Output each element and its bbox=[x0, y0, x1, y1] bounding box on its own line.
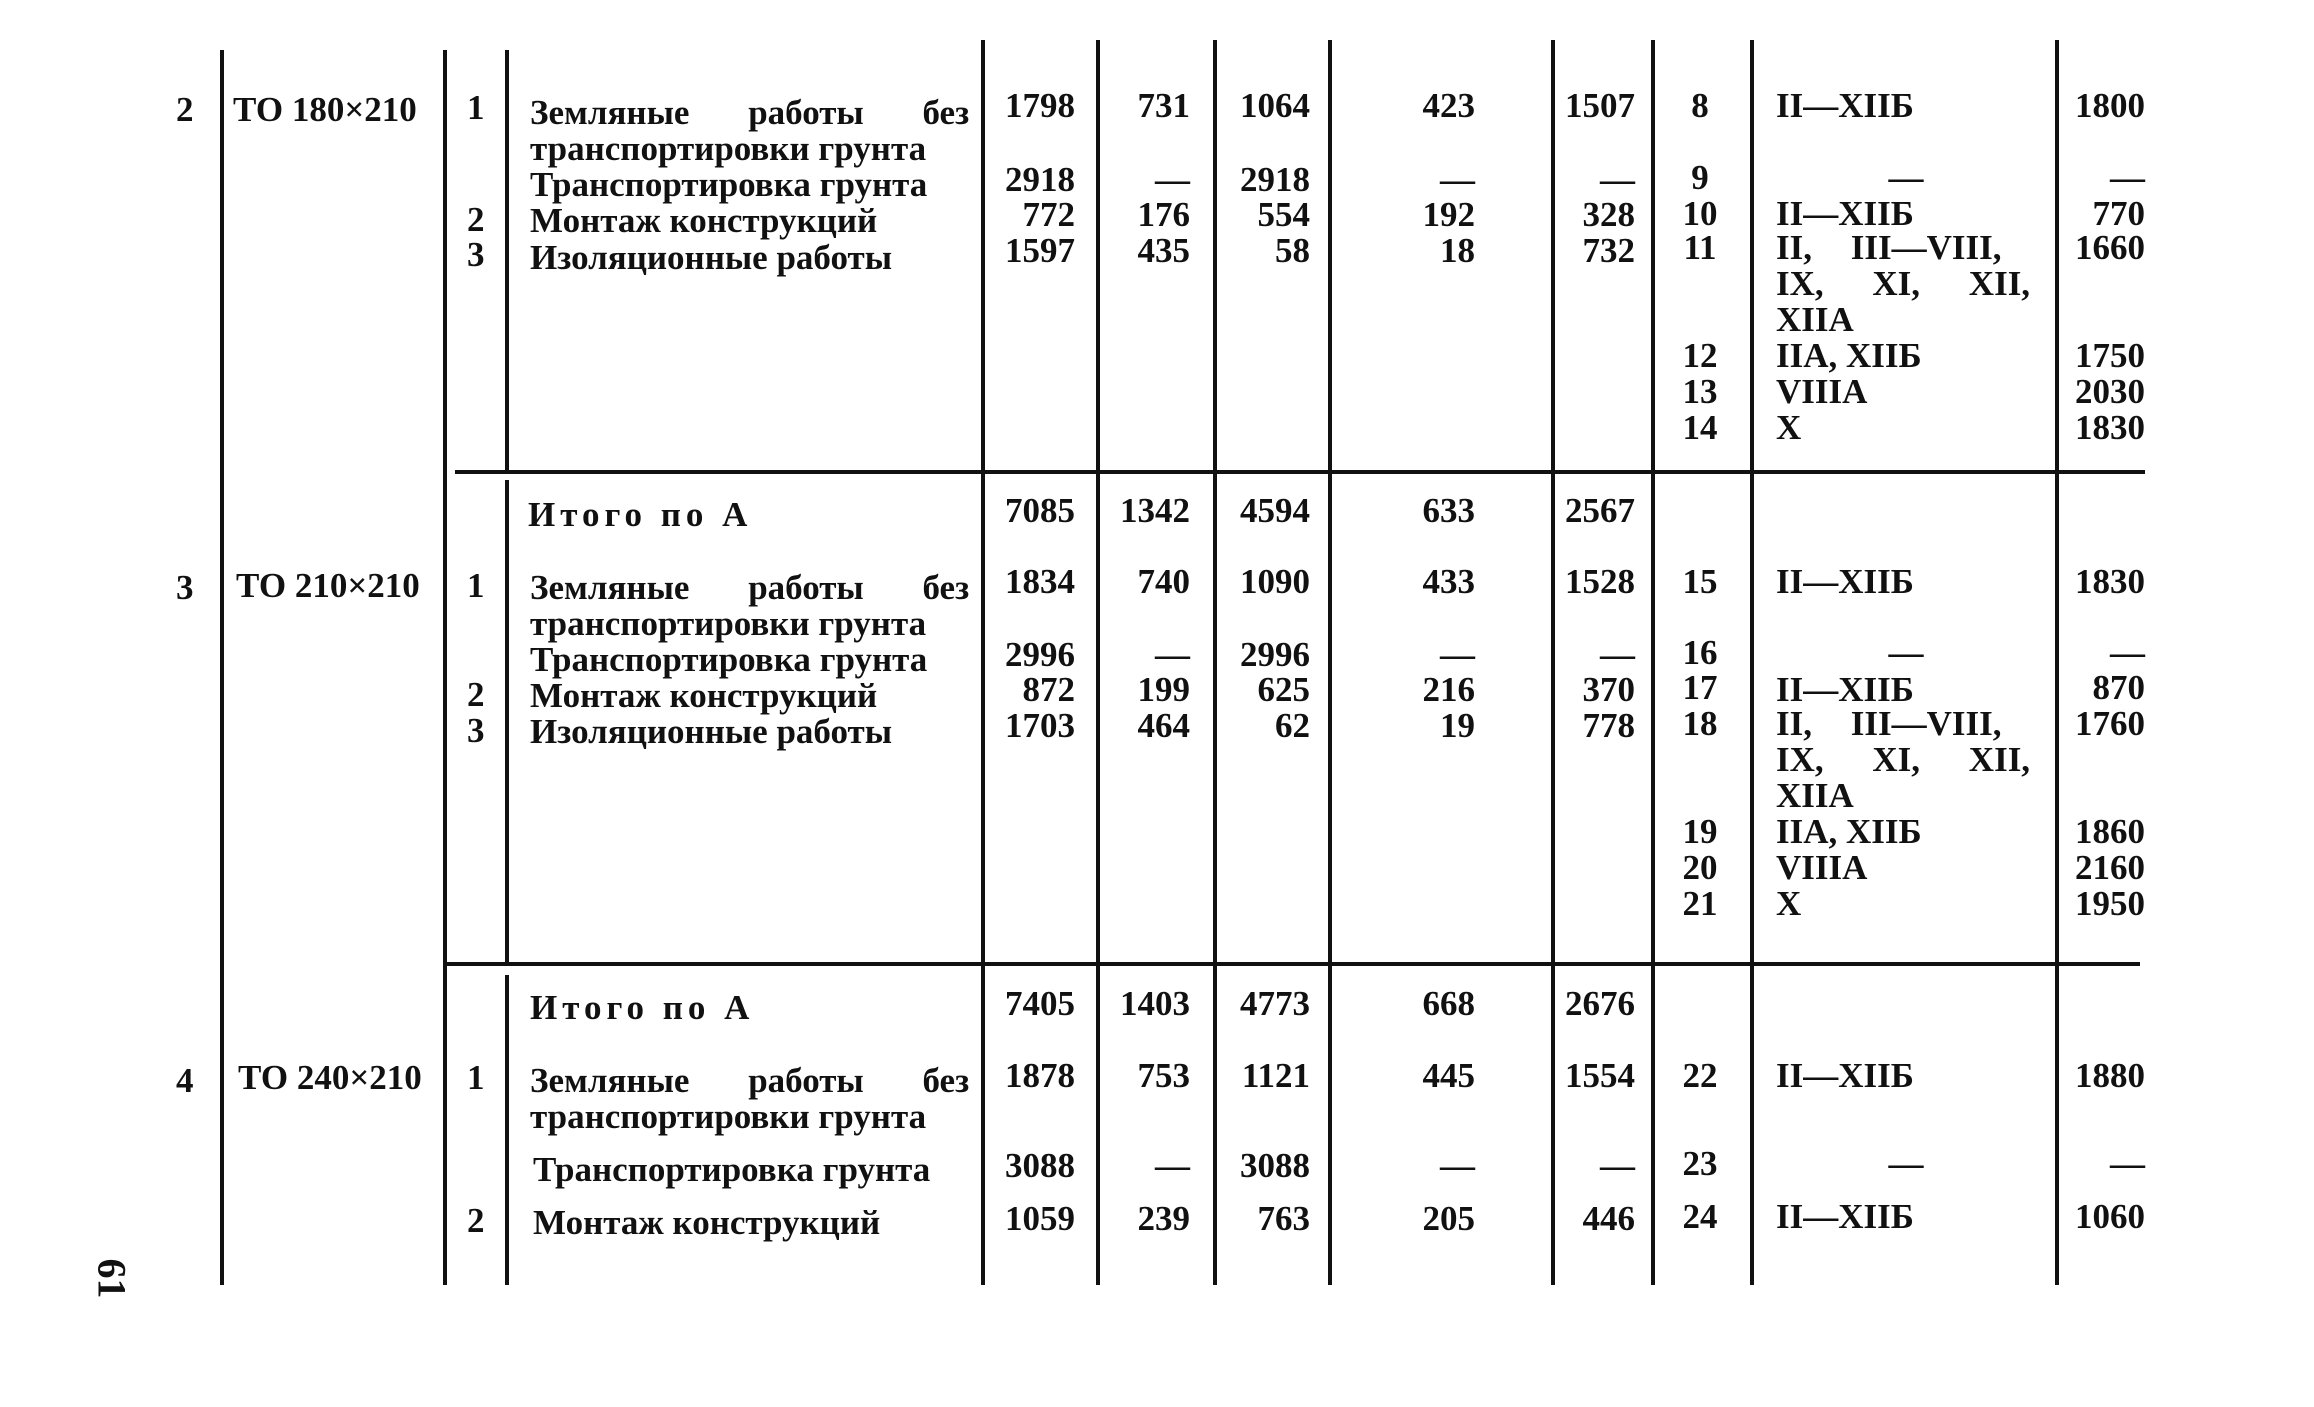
climate-zones: VIIIA bbox=[1776, 372, 1868, 411]
climate-zones: IX, XI, XII, bbox=[1776, 740, 2031, 779]
climate-zones: X bbox=[1776, 884, 1802, 923]
total-value: 7405 bbox=[1005, 984, 1075, 1023]
climate-zones: II—XIIБ bbox=[1776, 562, 1914, 601]
value-col2: — bbox=[1155, 635, 1190, 674]
page-number: 61 bbox=[89, 1258, 135, 1299]
col-divider bbox=[505, 975, 509, 1285]
value-col2: 464 bbox=[1137, 706, 1190, 745]
value-col3: 763 bbox=[1257, 1199, 1310, 1238]
total-value: 7085 bbox=[1005, 491, 1075, 530]
region-value: — bbox=[2110, 158, 2145, 197]
value-total: 2996 bbox=[1005, 635, 1075, 674]
total-value: 4594 bbox=[1240, 491, 1310, 530]
region-number: 20 bbox=[1682, 848, 1718, 887]
item-number: 2 bbox=[467, 200, 485, 239]
climate-zones: XIIA bbox=[1776, 776, 1854, 815]
value-total: 3088 bbox=[1005, 1146, 1075, 1185]
object-type: ТО 180×210 bbox=[233, 90, 417, 129]
value-col3: 1090 bbox=[1240, 562, 1310, 601]
value-col4: 423 bbox=[1422, 86, 1475, 125]
region-number: 18 bbox=[1682, 704, 1718, 743]
climate-zones: IX, XI, XII, bbox=[1776, 264, 2031, 303]
value-col3: 62 bbox=[1275, 706, 1310, 745]
region-value: 1830 bbox=[2075, 408, 2145, 447]
object-type: ТО 210×210 bbox=[236, 566, 420, 605]
value-col2: — bbox=[1155, 1146, 1190, 1185]
climate-zones: II—XIIБ bbox=[1776, 1056, 1914, 1095]
col-divider bbox=[505, 50, 509, 470]
region-value: 2160 bbox=[2075, 848, 2145, 887]
region-value: 1750 bbox=[2075, 336, 2145, 375]
region-number: 10 bbox=[1682, 194, 1718, 233]
value-total: 1798 bbox=[1005, 86, 1075, 125]
region-value: 870 bbox=[2092, 668, 2145, 707]
value-col5: 778 bbox=[1582, 706, 1635, 745]
value-col4: 433 bbox=[1422, 562, 1475, 601]
region-number: 9 bbox=[1691, 158, 1709, 197]
value-col4: 192 bbox=[1422, 195, 1475, 234]
value-col2: 753 bbox=[1137, 1056, 1190, 1095]
value-col3: 1064 bbox=[1240, 86, 1310, 125]
value-col5: 1554 bbox=[1565, 1056, 1635, 1095]
total-value: 1403 bbox=[1120, 984, 1190, 1023]
work-name: Земляные работы без bbox=[530, 93, 970, 132]
work-name: Монтаж конструкций bbox=[533, 1203, 881, 1242]
col-divider bbox=[1750, 40, 1754, 1285]
climate-zones: II, III—VIII, bbox=[1776, 228, 2002, 267]
region-number: 12 bbox=[1682, 336, 1718, 375]
region-value: 1860 bbox=[2075, 812, 2145, 851]
work-name: Транспортировка грунта bbox=[530, 640, 928, 679]
value-col2: 435 bbox=[1137, 231, 1190, 270]
work-name: Транспортировка грунта bbox=[533, 1150, 931, 1189]
value-col3: 3088 bbox=[1240, 1146, 1310, 1185]
value-total: 1878 bbox=[1005, 1056, 1075, 1095]
value-col5: — bbox=[1600, 635, 1635, 674]
region-number: 24 bbox=[1682, 1197, 1718, 1236]
region-value: 1950 bbox=[2075, 884, 2145, 923]
region-value: 1660 bbox=[2075, 228, 2145, 267]
value-total: 1597 bbox=[1005, 231, 1075, 270]
total-rule bbox=[445, 962, 2140, 966]
region-number: 15 bbox=[1682, 562, 1718, 601]
total-rule bbox=[455, 470, 2145, 474]
work-name: Изоляционные работы bbox=[530, 712, 893, 751]
value-col2: 740 bbox=[1137, 562, 1190, 601]
climate-zones: II—XIIБ bbox=[1776, 194, 1914, 233]
region-number: 22 bbox=[1682, 1056, 1718, 1095]
total-value: 2567 bbox=[1565, 491, 1635, 530]
climate-zones: II, III—VIII, bbox=[1776, 704, 2002, 743]
total-value: 4773 bbox=[1240, 984, 1310, 1023]
value-col5: 732 bbox=[1582, 231, 1635, 270]
value-col2: — bbox=[1155, 160, 1190, 199]
region-value: 1880 bbox=[2075, 1056, 2145, 1095]
value-col5: 446 bbox=[1582, 1199, 1635, 1238]
item-number: 1 bbox=[467, 566, 485, 605]
col-divider bbox=[443, 50, 447, 1285]
total-label: Итого по А bbox=[530, 988, 755, 1027]
value-col4: 445 bbox=[1422, 1056, 1475, 1095]
group-number: 4 bbox=[176, 1061, 194, 1100]
value-col4: — bbox=[1440, 160, 1475, 199]
total-value: 633 bbox=[1422, 491, 1475, 530]
climate-zones: IIA, XIIБ bbox=[1776, 336, 1922, 375]
climate-zones: — bbox=[1888, 158, 1924, 197]
region-value: — bbox=[2110, 633, 2145, 672]
item-number: 3 bbox=[467, 711, 485, 750]
region-number: 8 bbox=[1691, 86, 1709, 125]
total-label: Итого по А bbox=[528, 495, 753, 534]
value-col4: 19 bbox=[1440, 706, 1475, 745]
value-col3: 554 bbox=[1257, 195, 1310, 234]
group-number: 3 bbox=[176, 568, 194, 607]
region-number: 11 bbox=[1683, 228, 1717, 267]
value-col2: 199 bbox=[1137, 670, 1190, 709]
value-col5: 328 bbox=[1582, 195, 1635, 234]
value-col3: 2918 bbox=[1240, 160, 1310, 199]
climate-zones: VIIIA bbox=[1776, 848, 1868, 887]
climate-zones: IIA, XIIБ bbox=[1776, 812, 1922, 851]
item-number: 2 bbox=[467, 675, 485, 714]
group-number: 2 bbox=[176, 90, 194, 129]
object-type: ТО 240×210 bbox=[238, 1058, 422, 1097]
value-col4: 18 bbox=[1440, 231, 1475, 270]
total-value: 1342 bbox=[1120, 491, 1190, 530]
value-col4: 216 bbox=[1422, 670, 1475, 709]
col-divider bbox=[220, 50, 224, 1285]
value-col2: 731 bbox=[1137, 86, 1190, 125]
region-number: 23 bbox=[1682, 1144, 1718, 1183]
total-value: 668 bbox=[1422, 984, 1475, 1023]
region-number: 14 bbox=[1682, 408, 1718, 447]
region-value: 1760 bbox=[2075, 704, 2145, 743]
value-col2: 176 bbox=[1137, 195, 1190, 234]
region-value: 770 bbox=[2092, 194, 2145, 233]
climate-zones: II—XIIБ bbox=[1776, 670, 1914, 709]
value-total: 1834 bbox=[1005, 562, 1075, 601]
region-number: 16 bbox=[1682, 633, 1718, 672]
value-col5: — bbox=[1600, 160, 1635, 199]
value-col5: 1528 bbox=[1565, 562, 1635, 601]
region-value: 1060 bbox=[2075, 1197, 2145, 1236]
value-col5: 1507 bbox=[1565, 86, 1635, 125]
region-value: 1830 bbox=[2075, 562, 2145, 601]
item-number: 1 bbox=[467, 88, 485, 127]
work-name-continuation: транспортировки грунта bbox=[530, 129, 927, 168]
region-number: 17 bbox=[1682, 668, 1718, 707]
work-name: Монтаж конструкций bbox=[530, 676, 878, 715]
value-col3: 625 bbox=[1257, 670, 1310, 709]
value-col3: 2996 bbox=[1240, 635, 1310, 674]
value-col3: 1121 bbox=[1241, 1056, 1310, 1095]
climate-zones: XIIA bbox=[1776, 300, 1854, 339]
total-value: 2676 bbox=[1565, 984, 1635, 1023]
value-col2: 239 bbox=[1137, 1199, 1190, 1238]
region-number: 21 bbox=[1682, 884, 1718, 923]
work-name: Изоляционные работы bbox=[530, 238, 893, 277]
work-name: Монтаж конструкций bbox=[530, 201, 878, 240]
value-col4: — bbox=[1440, 635, 1475, 674]
value-total: 2918 bbox=[1005, 160, 1075, 199]
value-total: 1703 bbox=[1005, 706, 1075, 745]
col-divider bbox=[505, 480, 509, 965]
work-name: Земляные работы без bbox=[530, 568, 970, 607]
work-name-continuation: транспортировки грунта bbox=[530, 1097, 927, 1136]
value-total: 772 bbox=[1022, 195, 1075, 234]
value-col3: 58 bbox=[1275, 231, 1310, 270]
value-col4: — bbox=[1440, 1146, 1475, 1185]
climate-zones: — bbox=[1888, 1144, 1924, 1183]
work-name: Транспортировка грунта bbox=[530, 165, 928, 204]
region-value: 1800 bbox=[2075, 86, 2145, 125]
climate-zones: II—XIIБ bbox=[1776, 86, 1914, 125]
value-total: 872 bbox=[1022, 670, 1075, 709]
region-value: — bbox=[2110, 1144, 2145, 1183]
value-col5: 370 bbox=[1582, 670, 1635, 709]
value-col5: — bbox=[1600, 1146, 1635, 1185]
region-value: 2030 bbox=[2075, 372, 2145, 411]
climate-zones: II—XIIБ bbox=[1776, 1197, 1914, 1236]
region-number: 13 bbox=[1682, 372, 1718, 411]
climate-zones: — bbox=[1888, 633, 1924, 672]
work-name-continuation: транспортировки грунта bbox=[530, 604, 927, 643]
item-number: 1 bbox=[467, 1058, 485, 1097]
item-number: 3 bbox=[467, 235, 485, 274]
work-name: Земляные работы без bbox=[530, 1061, 970, 1100]
region-number: 19 bbox=[1682, 812, 1718, 851]
col-divider bbox=[1651, 40, 1655, 1285]
climate-zones: X bbox=[1776, 408, 1802, 447]
col-divider bbox=[2055, 40, 2059, 1285]
value-total: 1059 bbox=[1005, 1199, 1075, 1238]
value-col4: 205 bbox=[1422, 1199, 1475, 1238]
item-number: 2 bbox=[467, 1201, 485, 1240]
